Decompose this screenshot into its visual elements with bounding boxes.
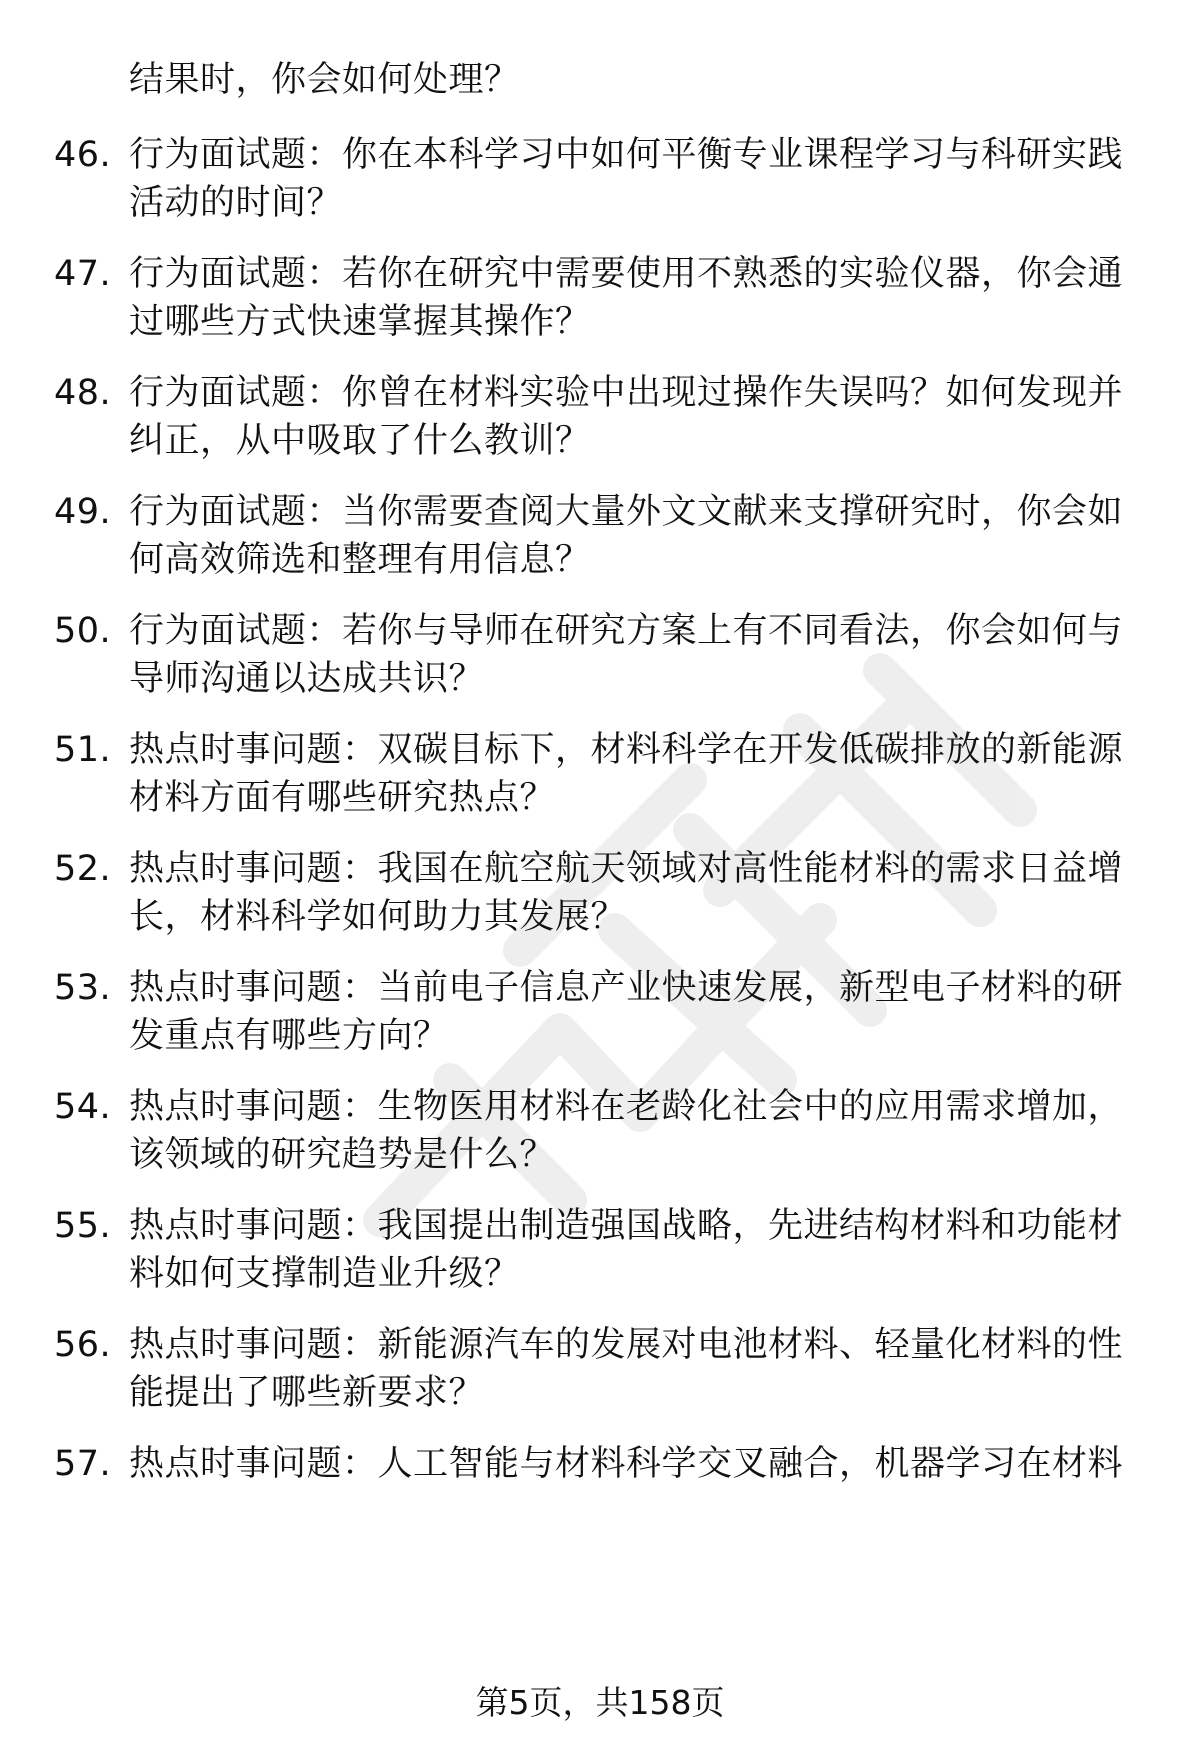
- item-46-number: 46.: [54, 135, 112, 175]
- item-50-line-2: 导师沟通以达成共识？: [129, 659, 485, 699]
- item-53-line-1: 热点时事问题：当前电子信息产业快速发展，新型电子材料的研: [129, 968, 1124, 1008]
- item-56-line-1: 热点时事问题：新能源汽车的发展对电池材料、轻量化材料的性: [129, 1325, 1124, 1365]
- item-55-number: 55.: [54, 1206, 112, 1246]
- continuation-line: 结果时，你会如何处理？: [129, 60, 520, 100]
- item-49-line-2: 何高效筛选和整理有用信息？: [129, 540, 591, 580]
- item-54-number: 54.: [54, 1087, 112, 1127]
- item-48-number: 48.: [54, 373, 112, 413]
- item-47-line-2: 过哪些方式快速掌握其操作？: [129, 302, 591, 342]
- item-51-number: 51.: [54, 730, 112, 770]
- page-footer: 第5页，共158页: [475, 1683, 725, 1722]
- item-57-number: 57.: [54, 1444, 112, 1484]
- item-55-line-1: 热点时事问题：我国提出制造强国战略，先进结构材料和功能材: [129, 1206, 1124, 1246]
- item-56-line-2: 能提出了哪些新要求？: [129, 1373, 485, 1413]
- item-52-number: 52.: [54, 849, 112, 889]
- item-49-line-1: 行为面试题：当你需要查阅大量外文文献来支撑研究时，你会如: [129, 492, 1124, 532]
- item-50-number: 50.: [54, 611, 112, 651]
- item-50-line-1: 行为面试题：若你与导师在研究方案上有不同看法，你会如何与: [129, 611, 1124, 651]
- item-46-line-2: 活动的时间？: [129, 183, 343, 223]
- item-49-number: 49.: [54, 492, 112, 532]
- item-47-line-1: 行为面试题：若你在研究中需要使用不熟悉的实验仪器，你会通: [129, 254, 1124, 294]
- item-54-line-2: 该领域的研究趋势是什么？: [129, 1135, 556, 1175]
- item-51-line-1: 热点时事问题：双碳目标下，材料科学在开发低碳排放的新能源: [129, 730, 1124, 770]
- item-56-number: 56.: [54, 1325, 112, 1365]
- item-54-line-1: 热点时事问题：生物医用材料在老龄化社会中的应用需求增加，: [129, 1087, 1124, 1127]
- item-53-number: 53.: [54, 968, 112, 1008]
- item-48-line-1: 行为面试题：你曾在材料实验中出现过操作失误吗？如何发现并: [129, 373, 1124, 413]
- item-57-line-1: 热点时事问题：人工智能与材料科学交叉融合，机器学习在材料: [129, 1444, 1124, 1484]
- item-53-line-2: 发重点有哪些方向？: [129, 1016, 449, 1056]
- item-55-line-2: 料如何支撑制造业升级？: [129, 1254, 520, 1294]
- item-52-line-1: 热点时事问题：我国在航空航天领域对高性能材料的需求日益增: [129, 849, 1124, 889]
- item-51-line-2: 材料方面有哪些研究热点？: [129, 778, 556, 818]
- item-48-line-2: 纠正，从中吸取了什么教训？: [129, 421, 591, 461]
- item-47-number: 47.: [54, 254, 112, 294]
- item-52-line-2: 长，材料科学如何助力其发展？: [129, 897, 627, 937]
- item-46-line-1: 行为面试题：你在本科学习中如何平衡专业课程学习与科研实践: [129, 135, 1124, 175]
